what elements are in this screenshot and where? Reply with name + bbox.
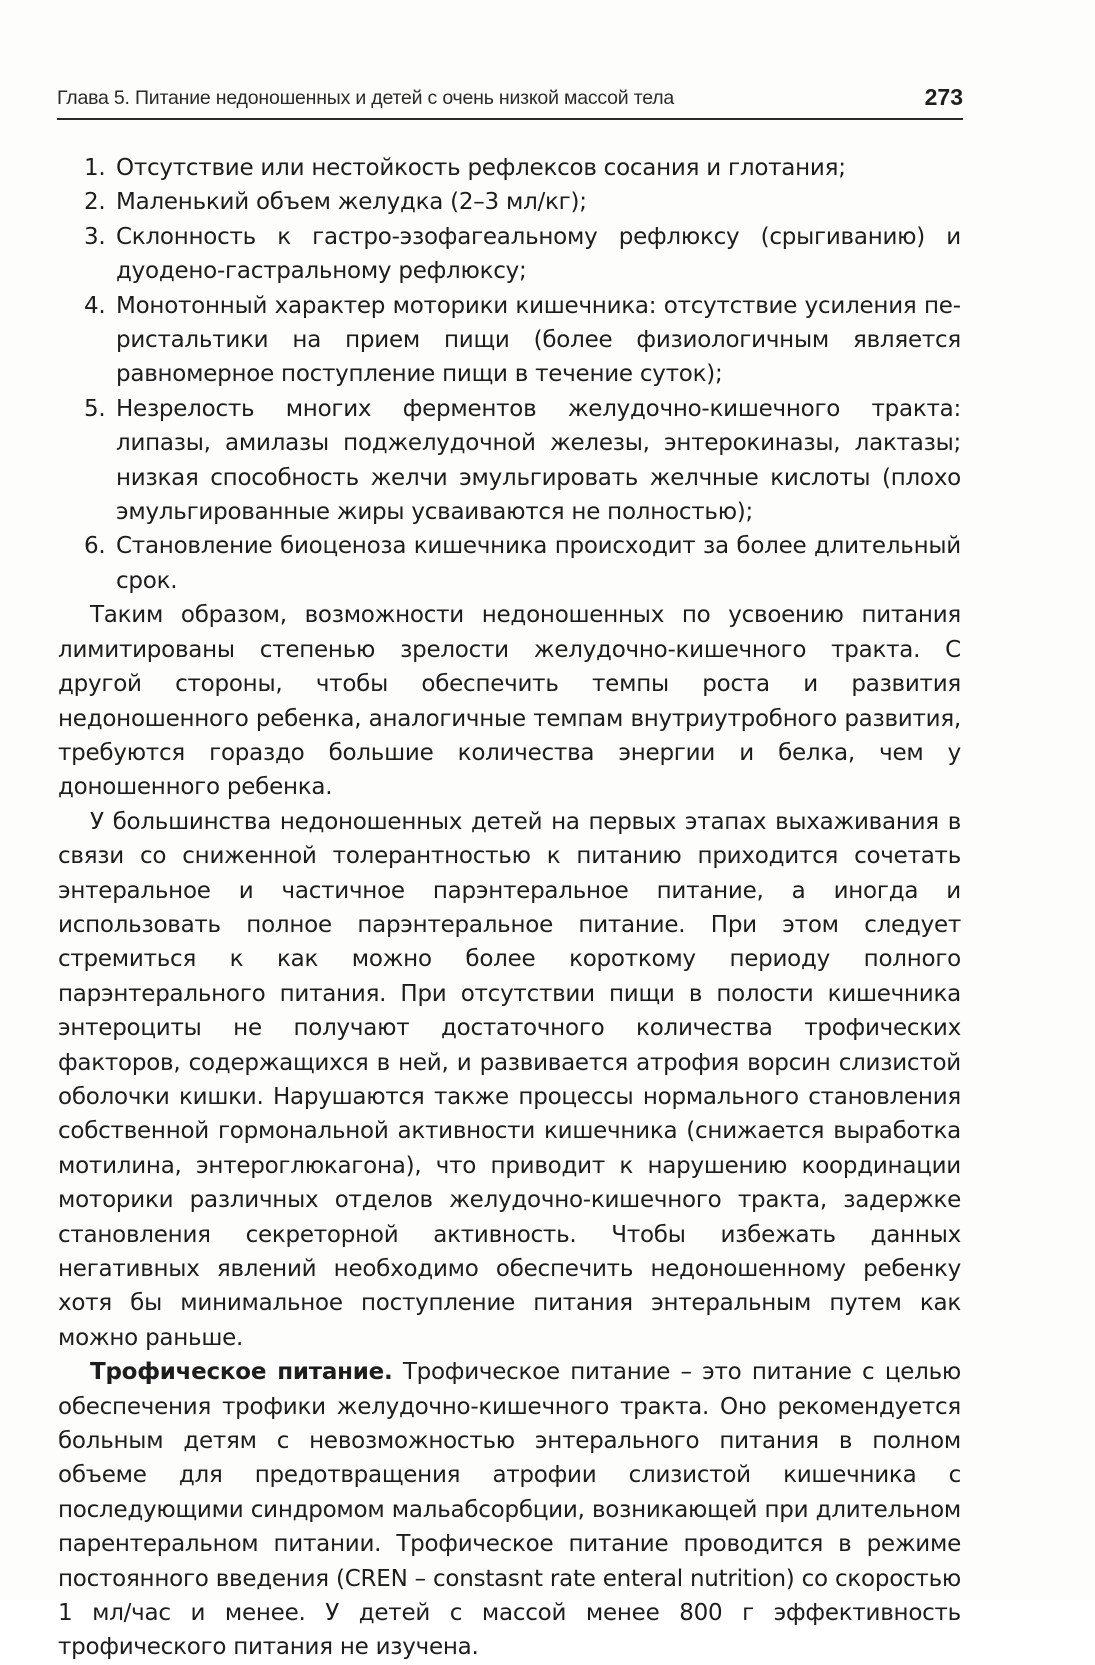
- list-item-number: 5.: [84, 395, 106, 422]
- feature-list: [58, 151, 961, 598]
- run-in-heading: Трофическое питание.: [90, 1359, 393, 1386]
- paragraph-text: Трофическое питание – это питание с целью обеспечения трофики желудочно-кишечного тракта. Оно рекомендуется больным детям с невозможностью энтерального питания в полном объеме для предотвращения атрофии слизистой кишечника с последующими синдромом мальабсорбции, возникающей при длительном парентеральном питании. Трофическое питание проводится в режиме постоянного введения (CREN – constasnt rate enteral nutrition) со скоростью 1 мл/час и менее. У детей с массой менее 800 г эффективность трофического питания не изучена.: [58, 1359, 961, 1661]
- body-text: [58, 151, 961, 1665]
- list-item: [58, 220, 961, 289]
- list-item-text: Маленький объем желудка (2–3 мл/кг);: [116, 189, 587, 216]
- list-item: [58, 151, 961, 185]
- list-item-number: 3.: [84, 223, 106, 250]
- paragraph: [58, 1355, 961, 1665]
- list-item: [58, 392, 961, 530]
- page-number: 273: [924, 84, 963, 110]
- list-item-text: Отсутствие или нестойкость рефлексов сосания и глотания;: [116, 155, 846, 181]
- running-header: [57, 84, 963, 120]
- paragraph-text: Таким образом, возможности недоношенных по усвоению питания лимитированы степенью зрелости желудочно-кишечного тракта. С другой стороны, чтобы обеспечить темпы роста и развития недоношенного ребенка, аналогичные темпам внутриутробного развития, требуются гораздо большие количества энергии и белка, чем у доношенного ребенка.: [58, 602, 961, 801]
- paragraph: [58, 598, 961, 804]
- list-item-number: 1.: [84, 155, 106, 181]
- list-item-number: 6.: [84, 533, 106, 560]
- list-item: [58, 529, 961, 598]
- list-item-text: Становление биоценоза кишечника происходит за более длительный срок.: [116, 533, 961, 594]
- list-item-text: Монотонный характер моторики кишечника: отсутствие усиления перистальтики на прием пищи (более физиологичным является равномерное поступление пищи в течение суток);: [116, 292, 961, 388]
- list-item: [58, 289, 961, 392]
- list-item-text: Незрелость многих ферментов желудочно-кишечного тракта: липазы, амилазы поджелудочной железы, энтерокиназы, лактазы; низкая способность желчи эмульгировать желчные кислоты (плохо эмульгированные жиры усваиваются не полностью);: [116, 395, 961, 526]
- list-item: [58, 185, 961, 219]
- list-item-number: 4.: [84, 292, 106, 319]
- paragraph-text: У большинства недоношенных детей на первых этапах выхаживания в связи со сниженной толерантностью к питанию приходится сочетать энтеральное и частичное парэнтеральное питание, а иногда и использовать полное парэнтеральное питание. При этом следует стремиться к как можно более короткому периоду полного парэнтерального питания. При отсутствии пищи в полости кишечника энтероциты не получают достаточного количества трофических факторов, содержащихся в ней, и развивается атрофия ворсин слизистой оболочки кишки. Нарушаются также процессы нормального становления собственной гормональной активности кишечника (снижается выработка мотилина, энтероглюкагона), что приводит к нарушению координации моторики различных отделов желудочно-кишечного тракта, задержке становления секреторной активность. Чтобы избежать данных негативных явлений необходимо обеспечить недоношенному ребенку хотя бы минимальное поступление питания энтеральным путем как можно раньше.: [58, 808, 961, 1351]
- paragraph: [58, 805, 961, 1356]
- list-item-number: 2.: [84, 189, 106, 216]
- list-item-text: Склонность к гастро-эзофагеальному рефлюксу (срыгиванию) и дуодено-гастральному рефлюксу;: [116, 223, 961, 285]
- chapter-title: Глава 5. Питание недоношенных и детей с очень низкой массой тела: [57, 87, 675, 109]
